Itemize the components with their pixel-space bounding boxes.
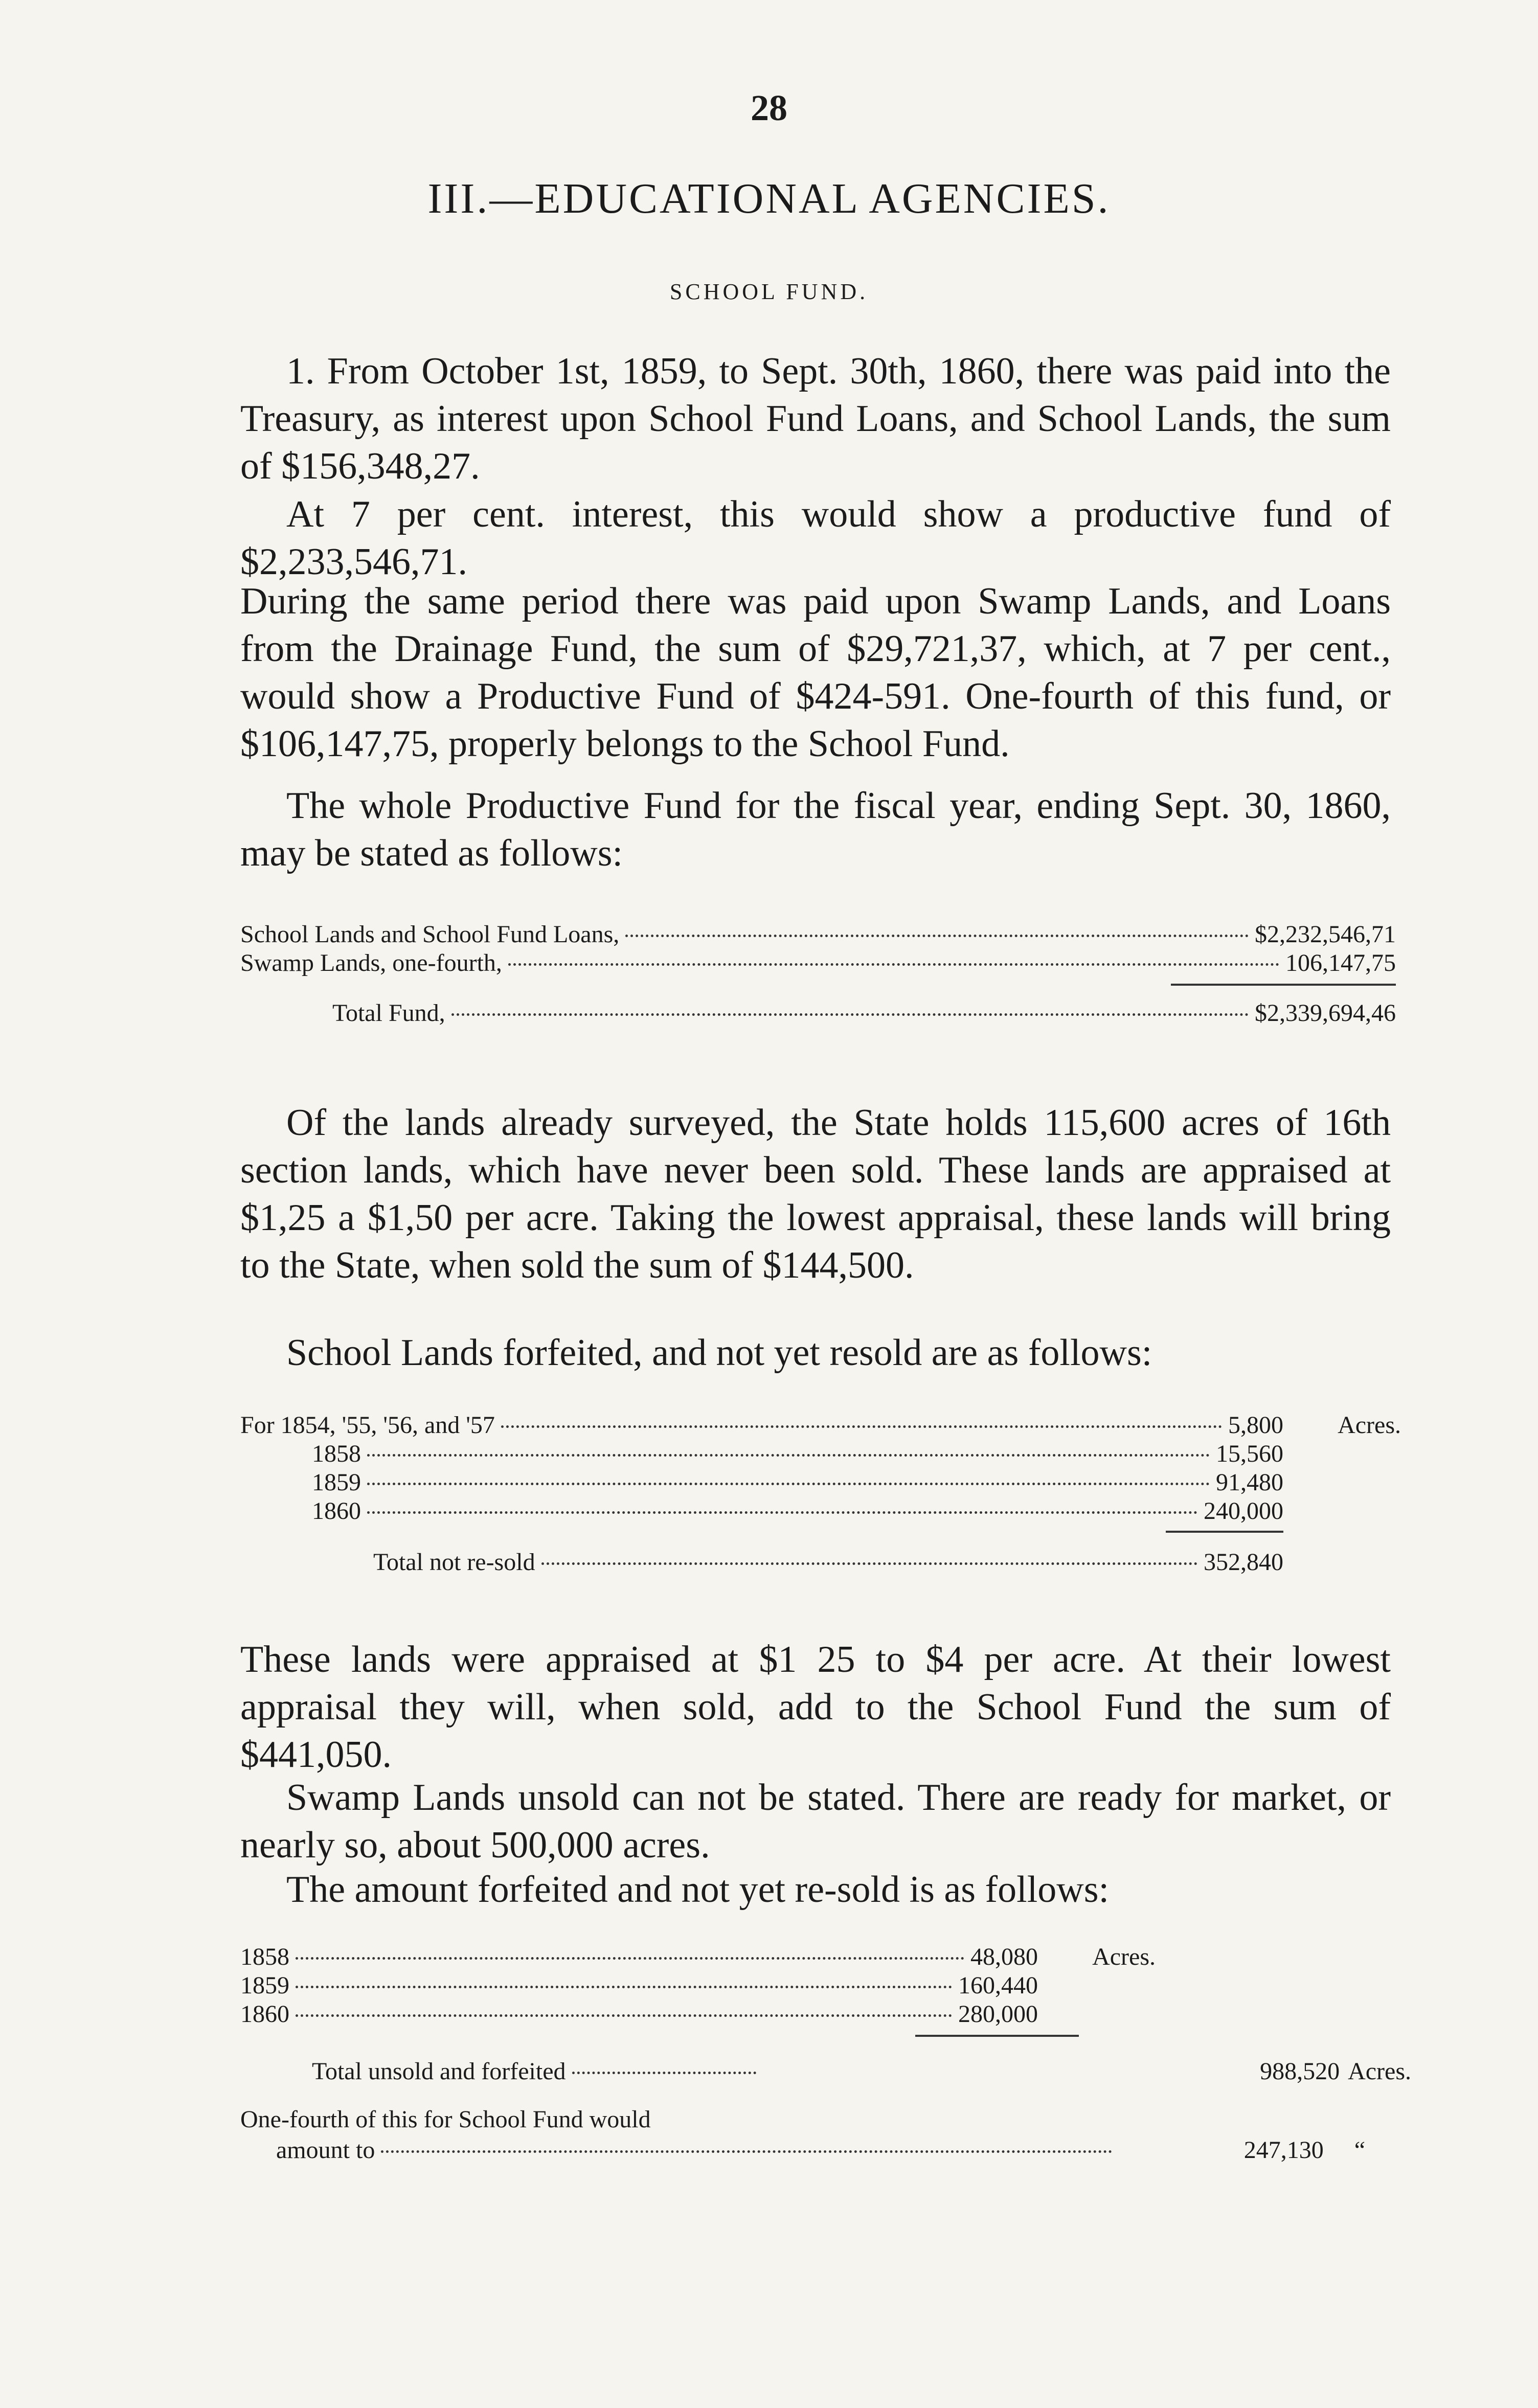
- one-fourth-unit: “: [1354, 2137, 1365, 2164]
- swamp-row: [240, 2000, 1156, 2029]
- swamp-row-value: 160,440: [958, 1972, 1038, 1999]
- section-heading: III.—EDUCATIONAL AGENCIES.: [427, 175, 1111, 222]
- forfeited-row-value: 15,560: [1216, 1440, 1283, 1467]
- fund-total-value: $2,339,694,46: [1255, 999, 1396, 1027]
- swamp-total-label: Total unsold and forfeited: [312, 2058, 566, 2085]
- swamp-row-label: 1859: [240, 1972, 289, 1999]
- swamp-total-row: [240, 2057, 1411, 2086]
- swamp-row-label: 1860: [240, 2001, 289, 2028]
- forfeited-row: [240, 1497, 1401, 1526]
- fund-row-value: $2,232,546,71: [1255, 921, 1396, 948]
- swamp-row: [240, 1943, 1156, 1971]
- forfeited-lands-table: [240, 1411, 1401, 1577]
- forfeited-row-label: 1859: [312, 1469, 361, 1496]
- one-fourth-label-line2: amount to: [276, 2137, 375, 2164]
- forfeited-row-label: For 1854, '55, '56, and '57: [240, 1412, 495, 1439]
- forfeited-row-value: 240,000: [1204, 1497, 1283, 1525]
- paragraph-swamp-unsold: Swamp Lands unsold can not be stated. There are ready for market, or nearly so, about 500,000 acres.: [240, 1777, 1391, 1866]
- leader-dots: [296, 2014, 952, 2017]
- leader-dots: [572, 2072, 756, 2074]
- forfeited-row-unit: Acres.: [1338, 1412, 1401, 1439]
- one-fourth-value: 247,130: [1243, 2137, 1324, 2164]
- forfeited-row-value: 5,800: [1228, 1412, 1283, 1439]
- fund-row-label: School Lands and School Fund Loans,: [240, 921, 620, 948]
- forfeited-row: [240, 1440, 1401, 1468]
- one-fourth-label-line1: One-fourth of this for School Fund would: [240, 2106, 651, 2133]
- forfeited-row-value: 91,480: [1216, 1469, 1283, 1496]
- one-fourth-row: [240, 2136, 1411, 2165]
- leader-dots: [451, 1013, 1249, 1016]
- paragraph-forfeited-lands: School Lands forfeited, and not yet resold are as follows:: [286, 1332, 1152, 1374]
- paragraph-swamp-lands: During the same period there was paid upon Swamp Lands, and Loans from the Drainage Fund, the sum of $29,721,37, which, at 7 per cent., would show a Productive Fund of $424-591. One-fourth of this fund, or $106,147,75, properly belongs to the School Fund.: [240, 580, 1391, 765]
- forfeited-row-label: 1858: [312, 1440, 361, 1467]
- fund-row-value: 106,147,75: [1285, 949, 1396, 976]
- swamp-row-value: 48,080: [970, 1943, 1038, 1970]
- paragraph-productive-fund: At 7 per cent. interest, this would show a productive fund of $2,233,546,71.: [240, 493, 1391, 583]
- paragraph-appraisal: These lands were appraised at $1 25 to $4 per acre. At their lowest appraisal they will, when sold, add to the School Fund the sum of $441,050.: [240, 1639, 1391, 1776]
- swamp-row-unit: Acres.: [1092, 1943, 1156, 1970]
- swamp-row: [240, 1971, 1156, 2000]
- leader-dots: [381, 2150, 1112, 2153]
- paragraph-interest: 1. From October 1st, 1859, to Sept. 30th, 1860, there was paid into the Treasury, as interest upon School Fund Loans, and School Lands, the sum of $156,348,27.: [240, 350, 1391, 487]
- leader-dots: [625, 935, 1249, 937]
- sum-rule: [1166, 1531, 1283, 1533]
- forfeited-row-label: 1860: [312, 1497, 361, 1525]
- forfeited-row: [240, 1468, 1401, 1497]
- forfeited-row: [240, 1411, 1401, 1440]
- subsection-heading: SCHOOL FUND.: [669, 279, 869, 304]
- leader-dots: [541, 1562, 1197, 1565]
- leader-dots: [508, 963, 1279, 966]
- paragraph-surveyed-lands: Of the lands already surveyed, the State holds 115,600 acres of 16th section lands, which have never been sold. These lands are appraised at $1,25 a $1,50 per acre. Taking the lowest appraisal, these lands will bring to the State, when sold the sum of $144,500.: [240, 1102, 1391, 1286]
- leader-dots: [367, 1454, 1210, 1457]
- leader-dots: [367, 1483, 1210, 1485]
- fund-row-label: Swamp Lands, one-fourth,: [240, 949, 502, 976]
- fund-table: [240, 920, 1396, 1028]
- fund-total-row: [240, 999, 1396, 1028]
- fund-total-label: Total Fund,: [332, 999, 445, 1027]
- fund-row: [240, 920, 1396, 949]
- swamp-total-value: 988,520: [1260, 2058, 1340, 2085]
- page-number: 28: [751, 87, 787, 128]
- leader-dots: [296, 1986, 952, 1988]
- swamp-total-unit: Acres.: [1348, 2058, 1411, 2085]
- swamp-row-value: 280,000: [958, 2001, 1038, 2028]
- swamp-forfeited-table: [240, 1943, 1411, 2165]
- sum-rule: [1171, 984, 1396, 986]
- paragraph-whole-fund: The whole Productive Fund for the fiscal year, ending Sept. 30, 1860, may be stated as follows:: [240, 785, 1391, 874]
- leader-dots: [296, 1957, 964, 1960]
- fund-row: [240, 949, 1396, 978]
- paragraph-amount-forfeited: The amount forfeited and not yet re-sold is as follows:: [286, 1869, 1110, 1911]
- leader-dots: [367, 1511, 1197, 1514]
- forfeited-total-label: Total not re-sold: [373, 1549, 535, 1576]
- swamp-row-label: 1858: [240, 1943, 289, 1970]
- forfeited-total-row: [240, 1548, 1401, 1577]
- leader-dots: [501, 1425, 1222, 1428]
- forfeited-total-value: 352,840: [1204, 1549, 1283, 1576]
- sum-rule: [915, 2035, 1079, 2037]
